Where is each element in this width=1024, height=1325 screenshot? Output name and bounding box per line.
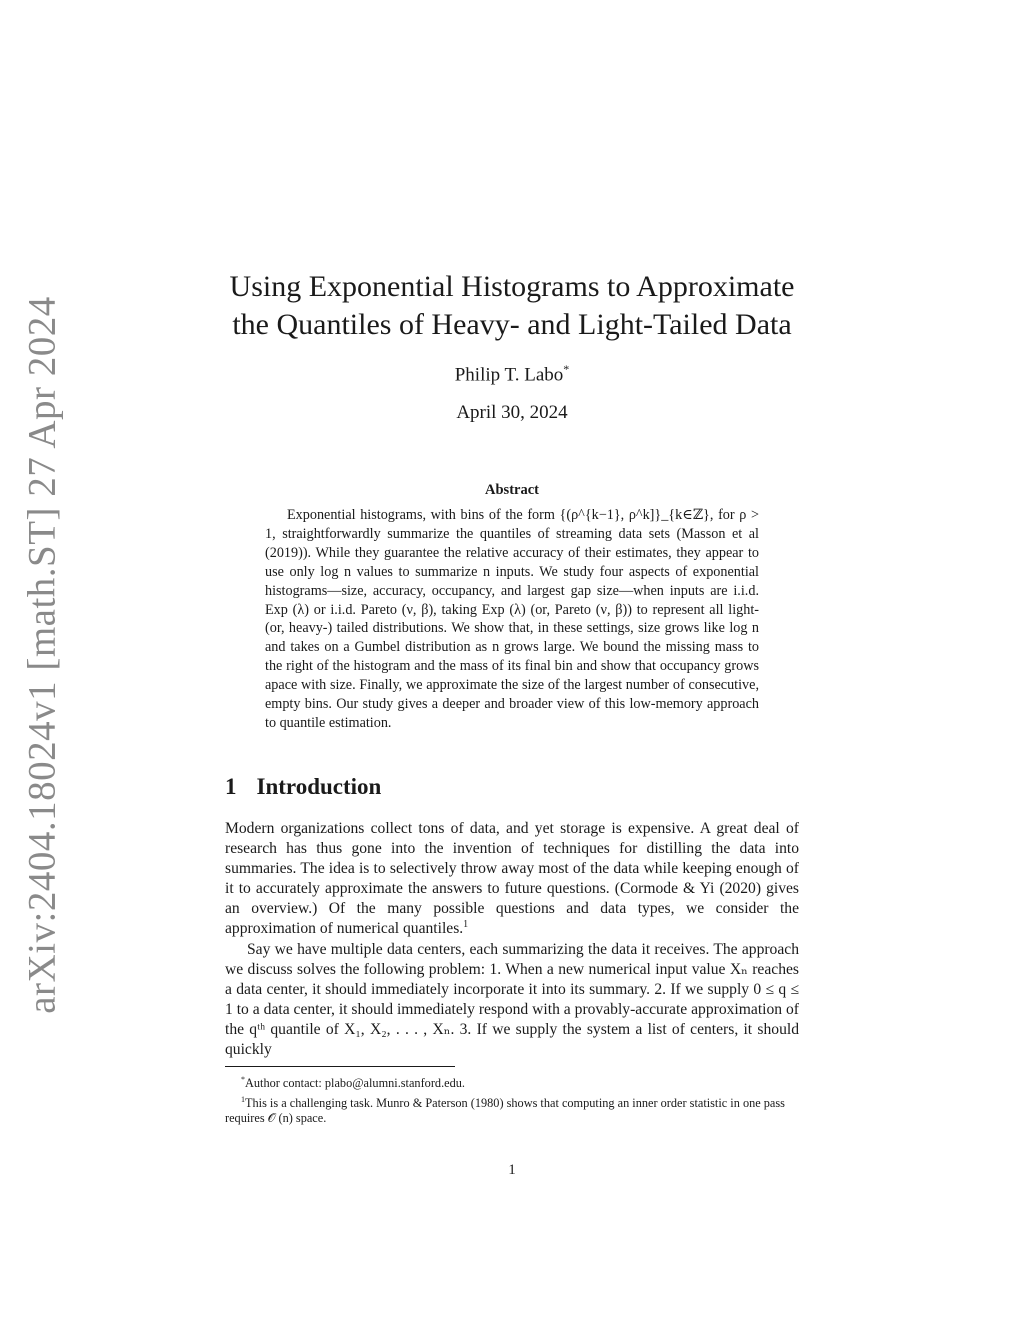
- paper-title: [180, 268, 844, 344]
- page-number: 1: [508, 1162, 516, 1178]
- abstract-text: Exponential histograms, with bins of the form {(ρ^{k−1}, ρ^k]}_{k∈ℤ}, for ρ > 1, straightforwardly summarize the quantiles of streaming data sets (Masson et al (2019)). While they guarantee the relative accuracy of their estimates, they appear to use only log n values to summarize n inputs. We study four aspects of exponential histograms—size, accuracy, occupancy, and largest gap size—when inputs are i.i.d. Exp (λ) or i.i.d. Pareto (ν, β), taking Exp (λ) (or, Pareto (ν, β)) to represent all light- (or, heavy-) tailed distributions. We show that, in these settings, size grows like log n and takes on a Gumbel distribution as n grows large. We bound the missing mass to the right of the histogram and the mass of its final bin and show that occupancy grows apace with size. Finally, we approximate the size of the largest number of consecutive, empty bins. Our study gives a deeper and broader view of this low-memory approach to quantile estimation.: [265, 507, 759, 731]
- paper-title-line-2: the Quantiles of Heavy- and Light-Tailed Data: [232, 308, 792, 341]
- paper-author: [180, 362, 844, 386]
- arxiv-identifier-text: arXiv:2404.18024v1 [math.ST] 27 Apr 2024: [20, 296, 64, 1014]
- footnote-1-reference[interactable]: 1: [463, 919, 469, 931]
- footnote-1-text: This is a challenging task. Munro & Paterson (1980) shows that computing an inner order statistic in one pass requires 𝒪 (n) space.: [225, 1095, 785, 1126]
- section-number: 1: [225, 774, 237, 799]
- body-paragraph-2: Say we have multiple data centers, each summarizing the data it receives. The approach we discuss solves the following problem: 1. When a new numerical input value Xₙ reaches a data center, it should immediately incorporate it into its summary. 2. If we supply 0 ≤ q ≤ 1 to a data center, it should immediately respond with a provably-accurate approximation of the qᵗʰ quantile of X₁, X₂, . . . , Xₙ. 3. If we supply the system a list of centers, it should quickly: [225, 940, 799, 1059]
- section-heading-introduction: [225, 774, 381, 800]
- author-footnote-mark: *: [563, 362, 570, 376]
- footnote-author-contact: [225, 1072, 801, 1092]
- footnotes: [225, 1072, 801, 1127]
- footnote-1-mark: 1: [241, 1094, 245, 1104]
- footnote-1: [225, 1092, 801, 1127]
- body-paragraph-1-text: Modern organizations collect tons of data, and yet storage is expensive. A great deal of research has thus gone into the invention of techniques for distilling the data into summaries. The idea is to selectively throw away most of the data while keeping enough of it to accurately approximate the answers to future questions. (Cormode & Yi (2020) gives an overview.) Of the many possible questions and data types, we consider the approximation of numerical quantiles.: [225, 820, 799, 938]
- abstract-body: [265, 506, 759, 733]
- footnote-divider: [225, 1066, 455, 1067]
- arxiv-identifier-stamp: [12, 296, 72, 1014]
- body-paragraph-1: [225, 819, 799, 940]
- footnote-author-contact-text: Author contact: plabo@alumni.stanford.edu.: [245, 1076, 465, 1091]
- author-name: Philip T. Labo: [454, 364, 564, 386]
- abstract-heading: Abstract: [485, 482, 539, 498]
- footnote-star-mark: *: [241, 1075, 245, 1084]
- paper-date: April 30, 2024: [456, 402, 568, 423]
- paper-title-line-1: Using Exponential Histograms to Approximate: [229, 270, 795, 303]
- introduction-body: [225, 819, 799, 1060]
- section-title: Introduction: [256, 774, 382, 799]
